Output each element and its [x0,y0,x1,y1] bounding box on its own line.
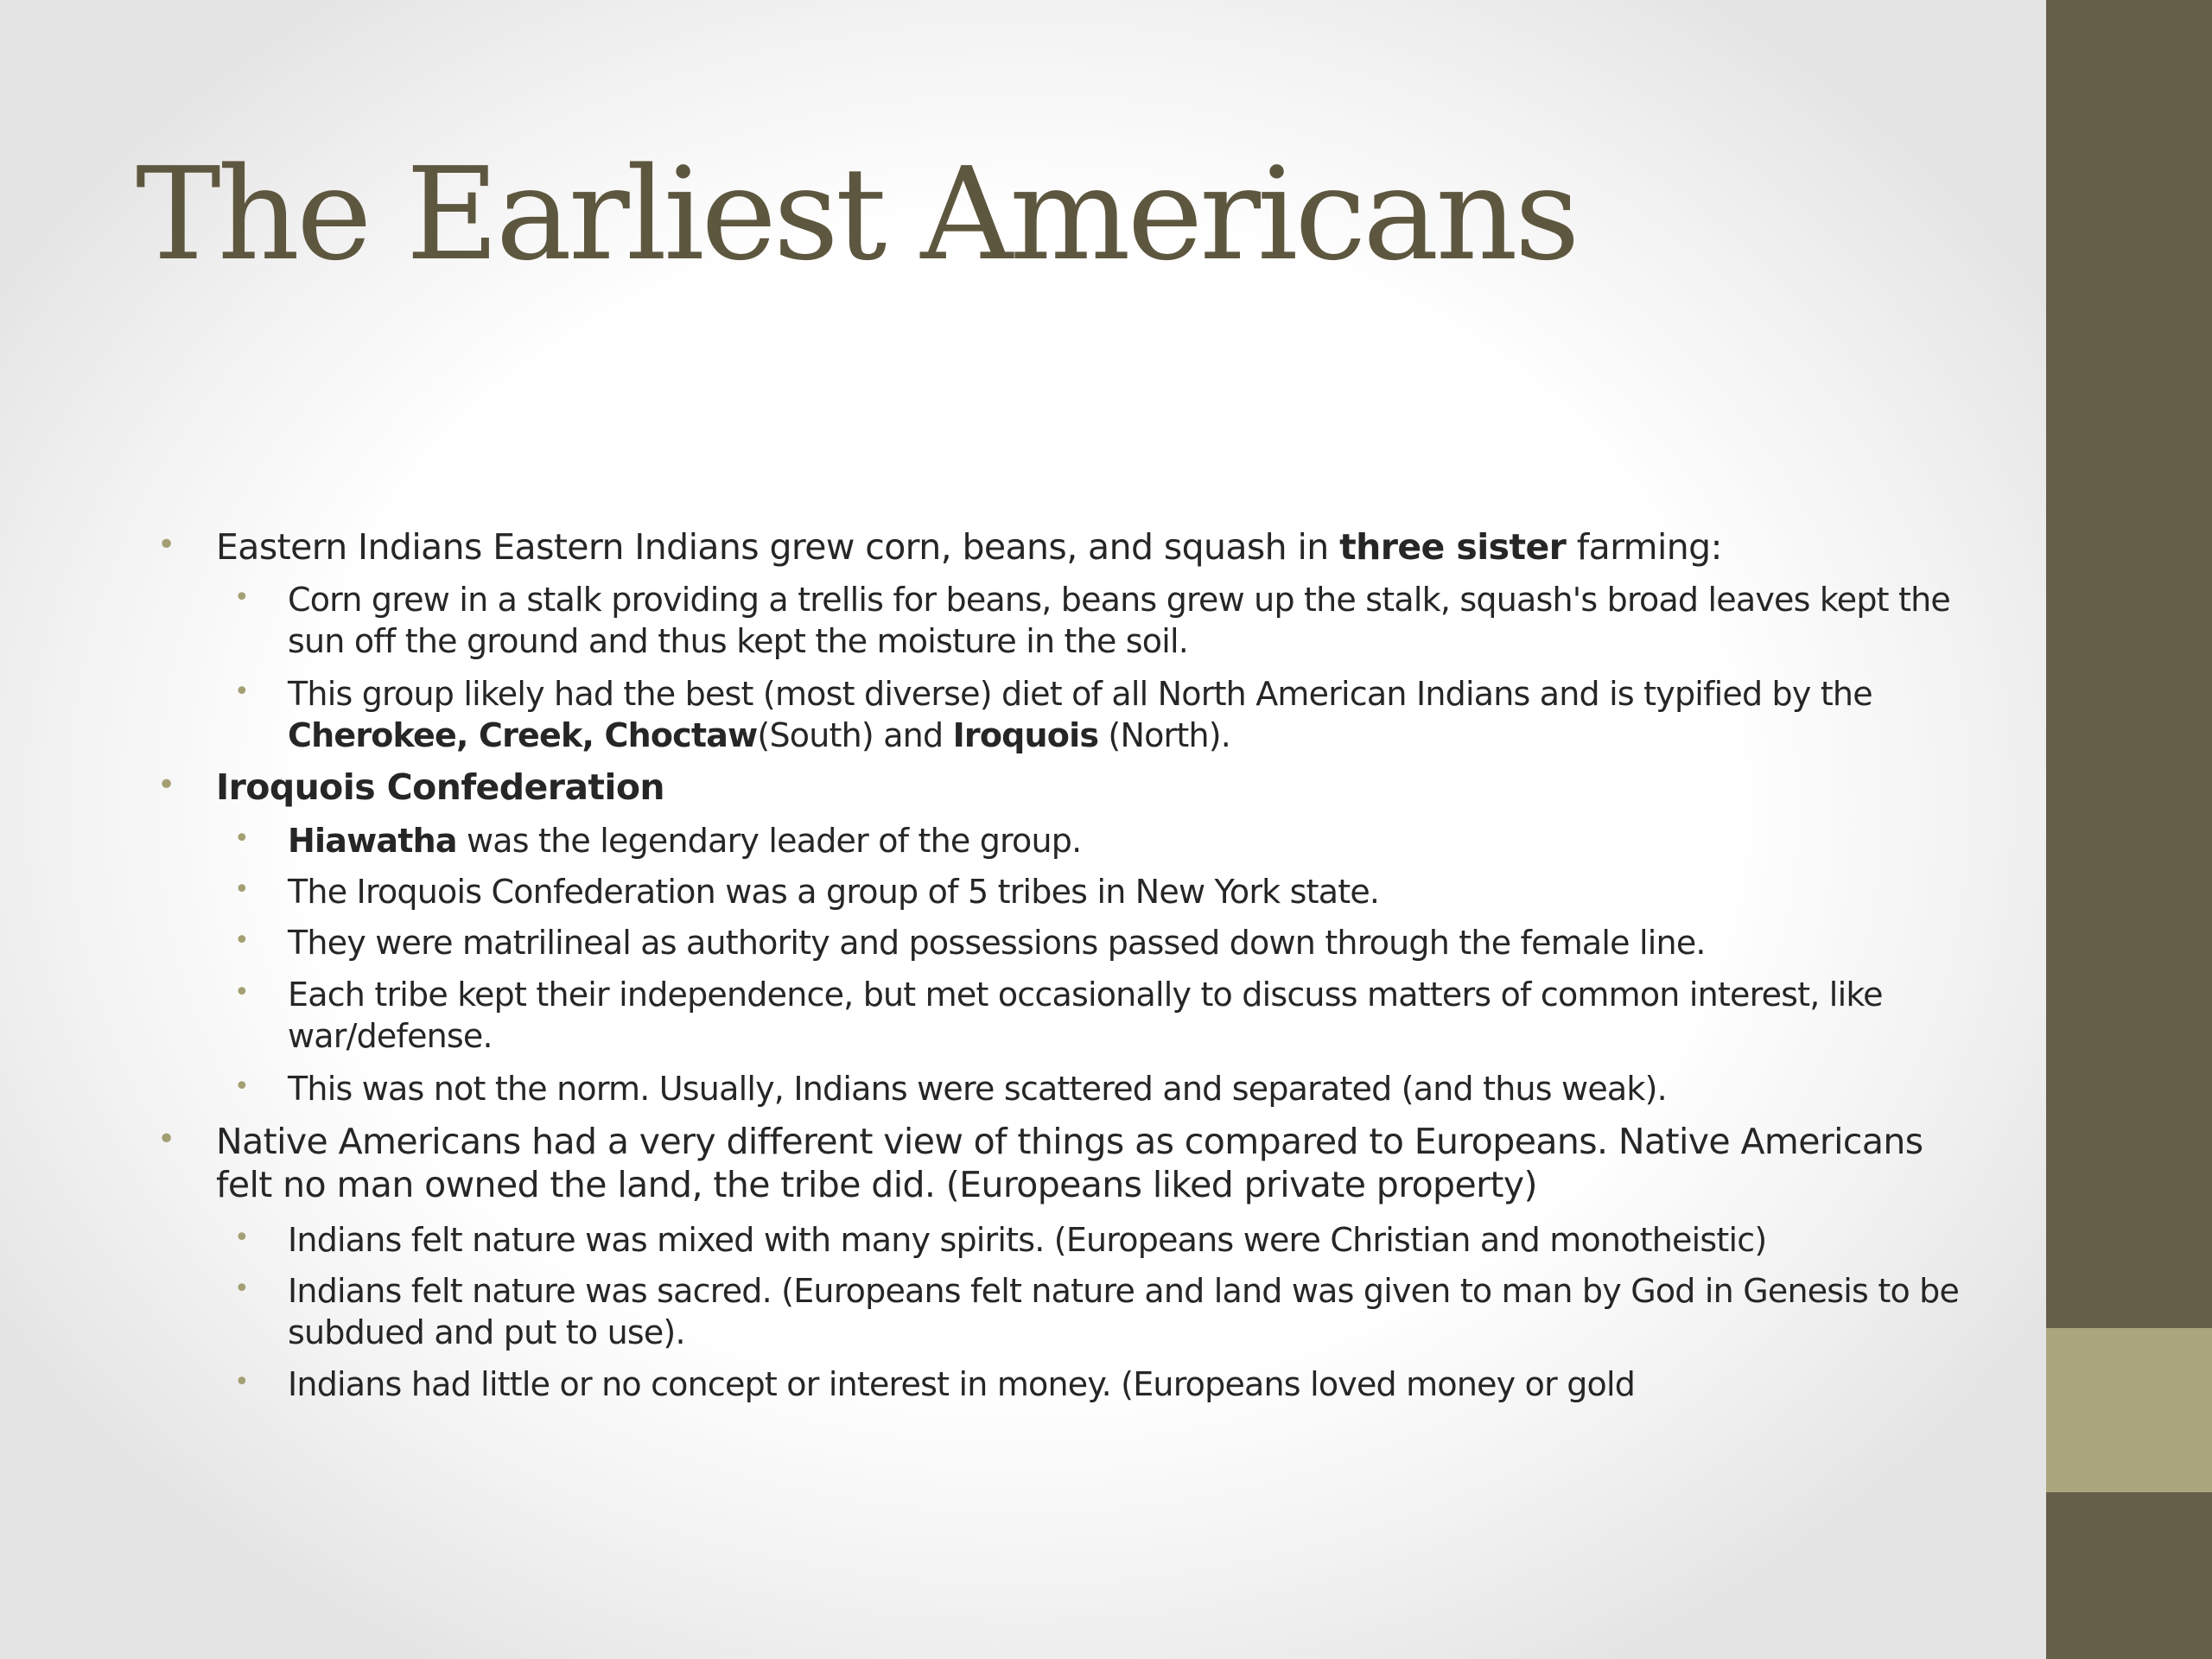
sub-bullet-corn-trellis [234,579,1981,662]
sub-bullet-dot: • [234,1367,249,1397]
sub-bullet-money [234,1363,1981,1405]
sub-bullet-text: This was not the norm. Usually, Indians were scattered and separated (and thus weak). [288,1070,1667,1108]
bullet-bold-text: three sister [1339,526,1567,568]
sub-bullet-matrilineal [234,922,1981,963]
bullet-bold-text: Iroquois Confederation [216,766,665,808]
sub-bullet-bold-text: Hiawatha [288,822,457,860]
bullet-three-sister-farming [157,525,1961,569]
sub-bullet-dot: • [234,925,249,956]
sub-bullet-text: Corn grew in a stalk providing a trellis for beans, beans grew up the stalk, squash's broad leaves kept the sun off the ground and thus kept the moisture in the soil. [288,581,1950,660]
sub-bullet-sacred-nature [234,1270,1981,1353]
bullet-text: farming: [1566,526,1722,568]
bullet-dot: • [157,527,175,563]
bullet-different-view [157,1120,1961,1206]
sub-bullet-text: The Iroquois Confederation was a group of 5 tribes in New York state. [288,873,1380,911]
bullet-dot: • [157,767,175,803]
sub-bullet-dot: • [234,1223,249,1253]
bullet-text: Native Americans had a very different view of things as compared to Europeans. Native Americans felt no man owned the land, the tribe did. (Europeans liked private property) [216,1121,1923,1205]
sub-bullet-bold-text: Iroquois [952,716,1099,754]
bullet-text: Eastern Indians Eastern Indians grew corn, beans, and squash in [216,526,1340,568]
sub-bullet-text: Indians had little or no concept or interest in money. (Europeans loved money or gold [288,1365,1636,1403]
sub-bullet-dot: • [234,977,249,1007]
sub-bullet-five-tribes [234,871,1981,912]
sub-bullet-best-diet [234,673,1981,756]
sub-bullet-text: Indians felt nature was sacred. (Europeans felt nature and land was given to man by God in Genesis to be subdued and put to use). [288,1272,1960,1351]
sub-bullet-hiawatha [234,820,1981,861]
sub-bullet-text: (North). [1098,716,1231,754]
sub-bullet-not-the-norm [234,1068,1981,1109]
sub-bullet-bold-text: Cherokee, Creek, Choctaw [288,716,758,754]
decorative-sidebar-accent [2046,1328,2212,1492]
sub-bullet-dot: • [234,1274,249,1304]
sub-bullet-text: Each tribe kept their independence, but met occasionally to discuss matters of common interest, like war/defense. [288,976,1883,1055]
sub-bullet-text: was the legendary leader of the group. [456,822,1082,860]
sub-bullet-dot: • [234,874,249,905]
sub-bullet-dot: • [234,1071,249,1102]
sub-bullet-text: Indians felt nature was mixed with many spirits. (Europeans were Christian and monotheistic) [288,1221,1767,1259]
sub-bullet-dot: • [234,582,249,613]
sub-bullet-spirits [234,1219,1981,1261]
bullet-dot: • [157,1122,175,1157]
sub-bullet-independence [234,974,1981,1057]
sub-bullet-dot: • [234,677,249,707]
slide-title: The Earliest Americans [136,140,1577,289]
bullet-iroquois-confederation [157,766,1961,809]
sub-bullet-text: (South) and [757,716,953,754]
sub-bullet-text: This group likely had the best (most diverse) diet of all North American Indians and is typified by the [288,675,1872,713]
sub-bullet-text: They were matrilineal as authority and possessions passed down through the female line. [288,924,1706,962]
sub-bullet-dot: • [234,823,249,854]
